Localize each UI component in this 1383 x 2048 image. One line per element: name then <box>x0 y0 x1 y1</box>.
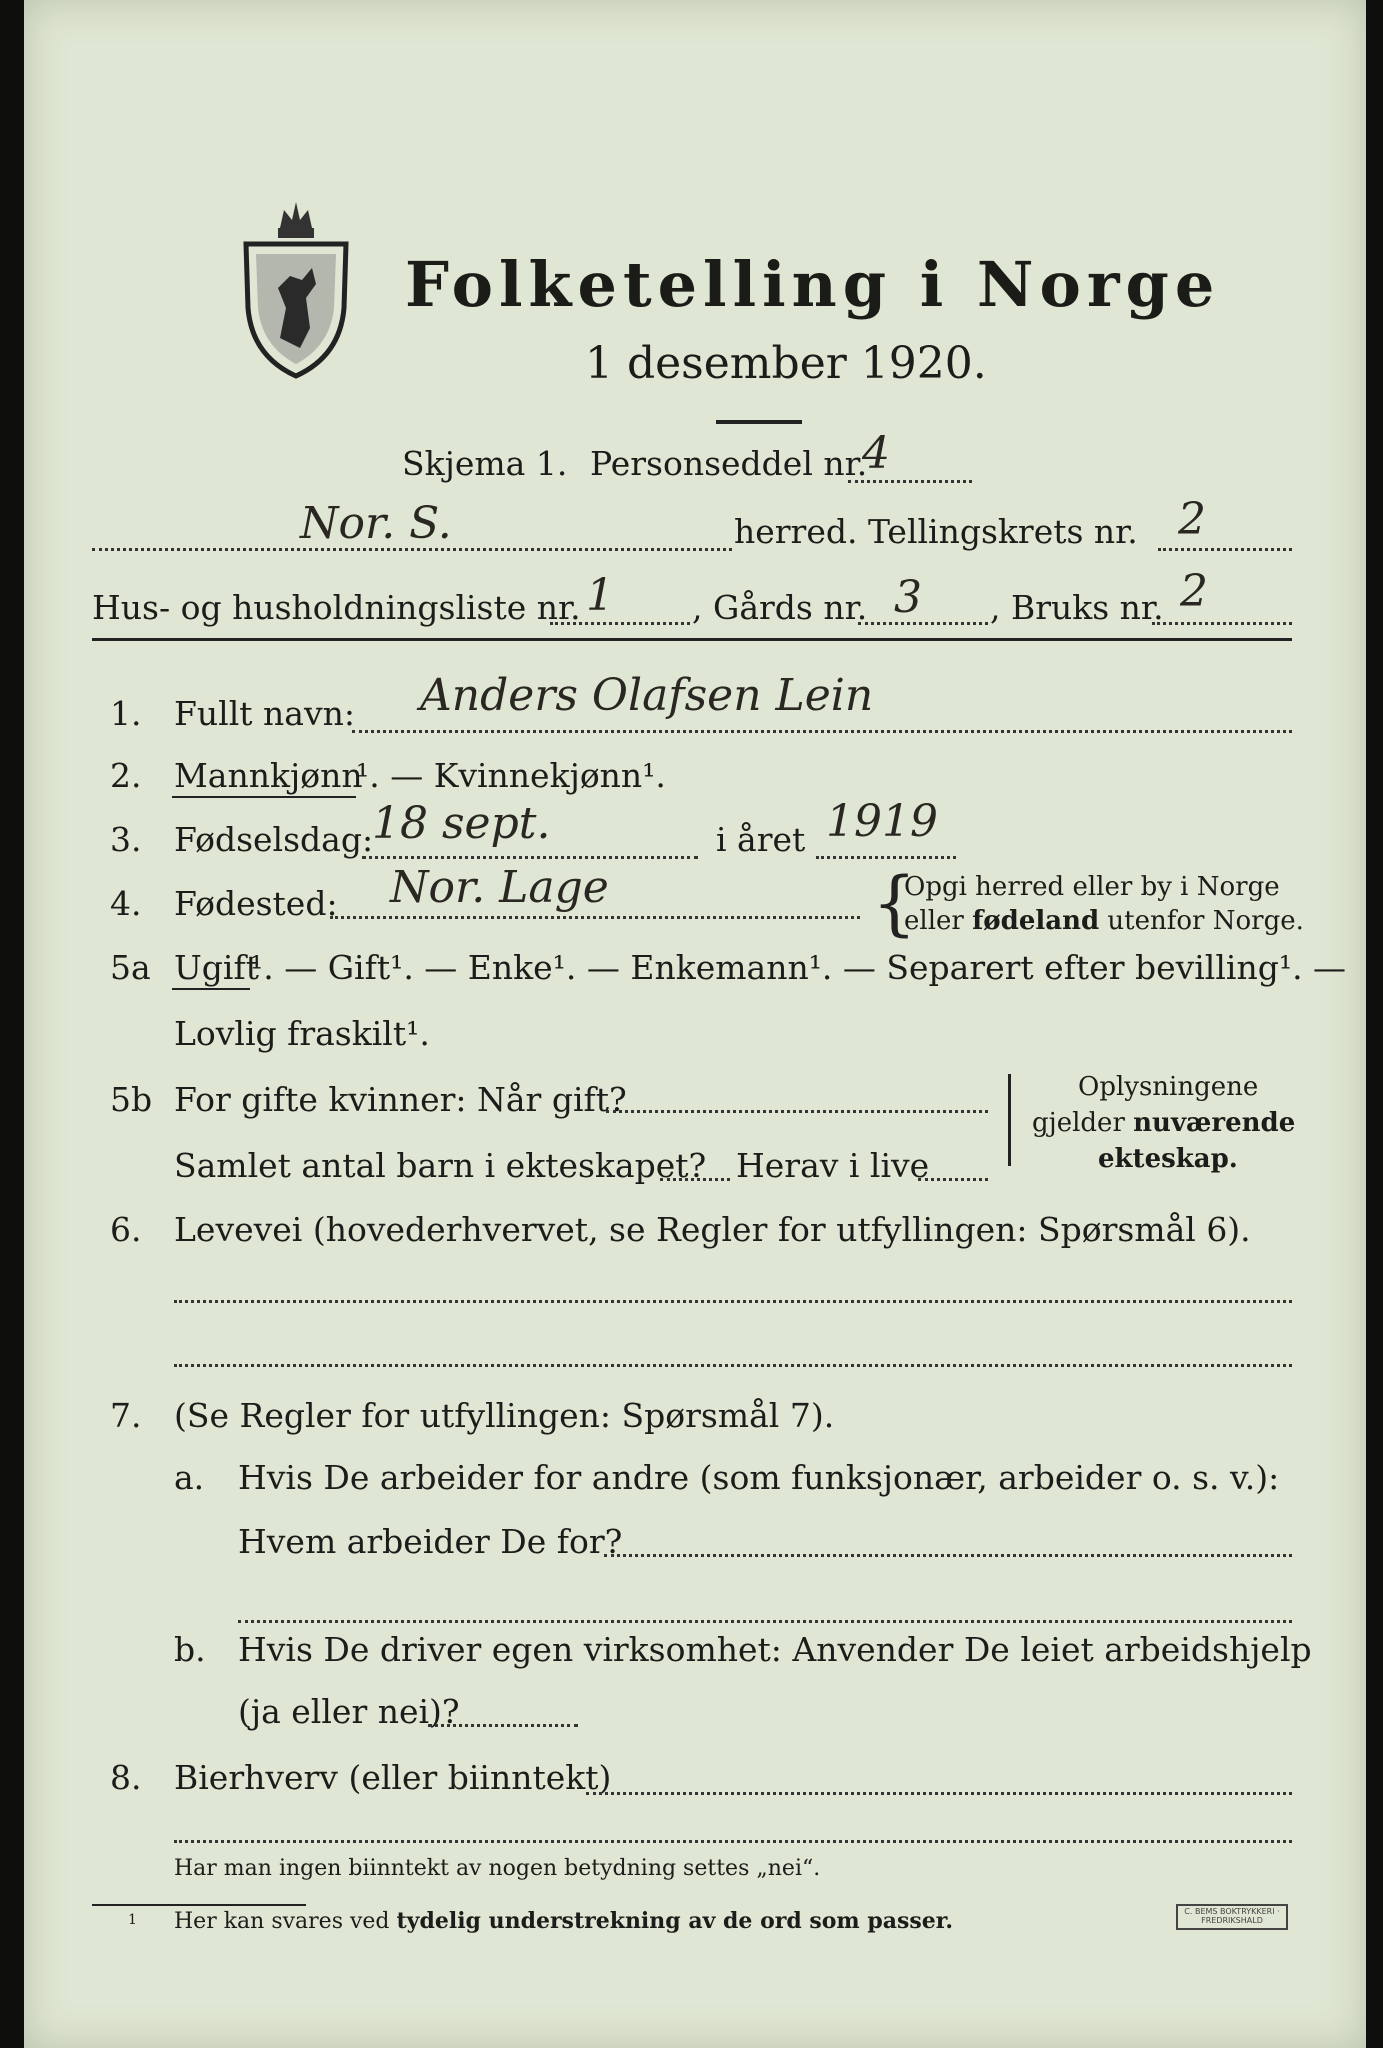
q5b-line1: For gifte kvinner: Når gift? <box>174 1080 627 1119</box>
levevei-line-2 <box>174 1364 1292 1367</box>
ja-eller-nei-line <box>428 1724 578 1727</box>
gards-value: 3 <box>894 572 922 623</box>
q5b-bracket <box>1008 1074 1011 1166</box>
herred-value: Nor. S. <box>300 498 452 549</box>
personseddel-line <box>848 480 972 483</box>
q5a-options: ¹. — Gift¹. — Enke¹. — Enkemann¹. — Separert efter bevilling¹. — <box>250 948 1347 987</box>
q4-label: Fødested: <box>174 884 338 923</box>
naar-gift-line <box>606 1110 988 1113</box>
gards-label: , Gårds nr. <box>692 588 868 627</box>
bruks-label: , Bruks nr. <box>990 588 1164 627</box>
tellingskrets-value: 2 <box>1178 494 1206 545</box>
husholdningsliste-line <box>550 622 690 625</box>
fodselsdag-value: 18 sept. <box>372 798 551 849</box>
q8-number: 8. <box>110 1758 142 1797</box>
q5a-line2: Lovlig fraskilt¹. <box>174 1014 430 1053</box>
q5b-note2 <box>1032 1108 1295 1138</box>
q4-note-line2 <box>904 906 1304 936</box>
q5b-line2b: Herav i live <box>736 1146 930 1185</box>
q8-label: Bierhverv (eller biinntekt) <box>174 1758 612 1797</box>
fullt-navn-line <box>352 730 1292 733</box>
footnote-part-a: Her kan svares ved <box>174 1909 397 1934</box>
bruks-line <box>1152 622 1292 625</box>
tellingskrets-line <box>1158 548 1292 551</box>
bierhverv-line <box>586 1792 1292 1795</box>
title-divider <box>716 420 802 424</box>
q4-number: 4. <box>110 884 142 923</box>
q5b-note1: Oplysningene <box>1078 1072 1259 1102</box>
husholdningsliste-value: 1 <box>586 570 614 621</box>
footnote-divider <box>92 1904 306 1906</box>
bruks-value: 2 <box>1180 566 1208 617</box>
q5a-ugift: Ugift <box>174 948 259 987</box>
note-nei: Har man ingen biinntekt av nogen betydning settes „nei“. <box>174 1856 821 1881</box>
q5b-note3: ekteskap. <box>1098 1144 1238 1174</box>
q7b-line1: Hvis De driver egen virksomhet: Anvender De leiet arbeidshjelp <box>238 1630 1312 1669</box>
fullt-navn-value: Anders Olafsen Lein <box>420 670 874 721</box>
q2-mann: Mannkjønn <box>174 756 363 795</box>
q2-mann-underline <box>172 796 356 798</box>
q3-year-label: i året <box>716 820 806 859</box>
q5b-note-naevaerende: nuværende <box>1133 1108 1296 1138</box>
q4-note-part-c: utenfor Norge. <box>1099 906 1304 936</box>
footnote-number: 1 <box>128 1912 137 1928</box>
gards-line <box>858 622 988 625</box>
form-date: 1 desember 1920. <box>585 338 987 389</box>
q4-brace: { <box>872 862 917 944</box>
q4-note-line1: Opgi herred eller by i Norge <box>904 872 1280 902</box>
q7a-line2: Hvem arbeider De for? <box>238 1522 623 1561</box>
q4-note-fodeland: fødeland <box>972 906 1100 936</box>
q7b-letter: b. <box>174 1630 206 1669</box>
herav-i-live-line <box>918 1178 988 1181</box>
q3-label: Fødselsdag: <box>174 820 374 859</box>
header-divider <box>92 638 1292 641</box>
q6-label: Levevei (hovederhvervet, se Regler for utfyllingen: Spørsmål 6). <box>174 1210 1251 1249</box>
footnote-part-b: tydelig understrekning av de ord som passer. <box>396 1908 954 1934</box>
levevei-line-1 <box>174 1300 1292 1303</box>
hvem-arbeider-line <box>604 1554 1292 1557</box>
q2-rest: ¹. — Kvinnekjønn¹. <box>356 756 666 795</box>
q1-number: 1. <box>110 694 142 733</box>
q5b-line2a: Samlet antal barn i ekteskapet? <box>174 1146 707 1185</box>
antal-barn-line <box>660 1178 730 1181</box>
q7a-extra-line <box>238 1620 1292 1623</box>
husholdningsliste-label: Hus- og husholdningsliste nr. <box>92 588 581 627</box>
bierhverv-line-2 <box>174 1840 1292 1843</box>
q5b-note-gjelder: gjelder <box>1032 1108 1134 1138</box>
footnote-text <box>174 1908 953 1934</box>
q5a-ugift-underline <box>172 988 250 990</box>
norwegian-coat-of-arms-icon <box>240 188 352 380</box>
q5a-number: 5a <box>110 948 151 987</box>
fodselsaar-value: 1919 <box>826 796 938 847</box>
printer-stamp: C. BEMS BOKTRYKKERI · FREDRIKSHALD <box>1176 1904 1288 1930</box>
fodselsaar-line <box>816 856 956 859</box>
fodselsdag-line <box>362 856 698 859</box>
form-title: Folketelling i Norge <box>405 248 1221 321</box>
q5b-number: 5b <box>110 1080 153 1119</box>
q7-label: (Se Regler for utfyllingen: Spørsmål 7). <box>174 1396 835 1435</box>
fodested-line <box>330 916 860 919</box>
personseddel-label: Personseddel nr. <box>590 444 868 483</box>
fodested-value: Nor. Lage <box>390 862 609 913</box>
q3-number: 3. <box>110 820 142 859</box>
personseddel-value: 4 <box>862 428 890 479</box>
q7a-letter: a. <box>174 1458 205 1497</box>
q6-number: 6. <box>110 1210 142 1249</box>
skjema-label: Skjema 1. <box>402 444 568 483</box>
q1-label: Fullt navn: <box>174 694 355 733</box>
q7a-line1: Hvis De arbeider for andre (som funksjonær, arbeider o. s. v.): <box>238 1458 1280 1497</box>
q2-number: 2. <box>110 756 142 795</box>
q7b-line2: (ja eller nei)? <box>238 1692 460 1731</box>
q4-note-part-a: eller <box>904 906 973 936</box>
herred-label: herred. Tellingskrets nr. <box>734 512 1138 551</box>
q7-number: 7. <box>110 1396 142 1435</box>
